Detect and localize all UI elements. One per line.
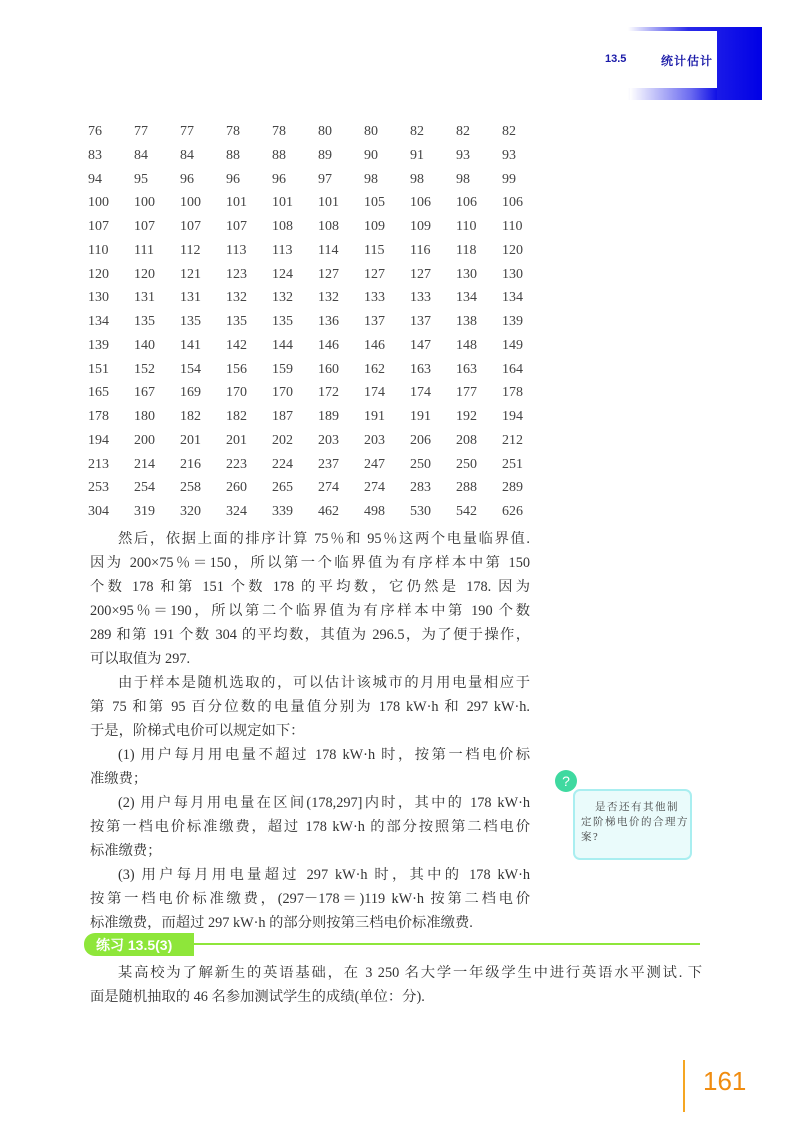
table-cell: 159 — [272, 361, 293, 377]
table-cell: 462 — [318, 504, 339, 519]
table-cell: 156 — [226, 361, 247, 377]
table-cell: 106 — [502, 195, 523, 211]
page-number: 161 — [703, 1066, 747, 1096]
table-cell: 250 — [456, 456, 477, 472]
table-cell: 149 — [502, 337, 523, 353]
table-cell: 83 — [88, 147, 102, 163]
table-cell: 237 — [318, 456, 339, 472]
table-cell: 135 — [180, 314, 201, 329]
table-cell: 78 — [226, 124, 240, 139]
table-cell: 208 — [456, 432, 477, 448]
table-cell: 132 — [226, 290, 247, 306]
table-cell: 109 — [410, 219, 431, 234]
page-number-rule — [683, 1060, 685, 1112]
table-cell: 154 — [180, 361, 201, 377]
text-line: 因为 200×75％＝150，所以第一个临界值为有序样本中第 150 — [90, 555, 530, 571]
table-cell: 99 — [502, 171, 516, 187]
table-cell: 132 — [272, 290, 293, 306]
table-cell: 120 — [502, 242, 523, 258]
table-cell: 339 — [272, 504, 293, 519]
table-cell: 247 — [364, 456, 385, 472]
exercise-text: 面是随机抽取的 46 名参加测试学生的成绩(单位：分). — [90, 989, 425, 1005]
table-cell: 120 — [88, 266, 109, 282]
table-cell: 110 — [456, 219, 477, 234]
table-cell: 214 — [134, 456, 155, 472]
table-cell: 98 — [364, 171, 378, 187]
table-cell: 169 — [180, 385, 201, 401]
table-cell: 101 — [272, 195, 293, 211]
table-cell: 89 — [318, 147, 332, 163]
table-cell: 96 — [226, 171, 240, 187]
table-cell: 165 — [88, 385, 109, 401]
table-cell: 131 — [134, 290, 155, 306]
text-line: 标准缴费； — [90, 843, 162, 859]
table-cell: 163 — [410, 361, 431, 377]
table-cell: 134 — [88, 314, 109, 329]
text-line: 289 和第 191 个数 304 的平均数，其值为 296.5，为了便于操作， — [90, 627, 530, 643]
table-cell: 626 — [502, 504, 523, 519]
table-cell: 108 — [272, 219, 293, 234]
table-cell: 130 — [456, 266, 477, 282]
table-cell: 82 — [456, 124, 470, 139]
table-cell: 147 — [410, 337, 431, 353]
callout-line: 是否还有其他制 — [595, 802, 679, 813]
table-cell: 96 — [272, 171, 286, 187]
table-cell: 135 — [134, 314, 155, 329]
table-cell: 274 — [364, 480, 385, 496]
table-cell: 115 — [364, 242, 385, 258]
table-cell: 88 — [272, 147, 286, 163]
text-line: 标准缴费，而超过 297 kW·h 的部分则按第三档电价标准缴费. — [90, 915, 473, 931]
text-line: 第 75 和第 95 百分位数的电量值分别为 178 kW·h 和 297 kW·h. — [90, 699, 530, 715]
table-cell: 106 — [456, 195, 477, 211]
table-cell: 127 — [318, 266, 339, 282]
table-cell: 105 — [364, 195, 385, 211]
table-cell: 107 — [88, 219, 109, 234]
table-cell: 107 — [226, 219, 247, 234]
table-cell: 77 — [180, 124, 194, 139]
text-line: 然后，依据上面的排序计算 75％和 95％这两个电量临界值. — [118, 531, 530, 547]
table-cell: 324 — [226, 504, 247, 519]
table-cell: 100 — [88, 195, 109, 211]
table-cell: 167 — [134, 385, 155, 401]
exercise-label: 练习 13.5(3) — [96, 937, 173, 953]
table-cell: 174 — [410, 385, 431, 401]
table-cell: 177 — [456, 385, 477, 401]
table-cell: 77 — [134, 124, 148, 139]
table-cell: 84 — [180, 147, 194, 163]
table-cell: 498 — [364, 504, 385, 519]
table-cell: 106 — [410, 195, 431, 211]
callout-line: 案? — [581, 832, 600, 843]
table-cell: 289 — [502, 480, 523, 496]
table-cell: 113 — [226, 242, 247, 258]
table-cell: 146 — [364, 337, 385, 353]
table-cell: 138 — [456, 314, 477, 329]
table-cell: 170 — [226, 385, 247, 401]
table-cell: 274 — [318, 480, 339, 496]
exercise-text: 某高校为了解新生的英语基础，在 3 250 名大学一年级学生中进行英语水平测试. 下 — [118, 965, 702, 981]
section-number: 13.5 — [605, 53, 627, 65]
table-cell: 124 — [272, 266, 293, 282]
table-cell: 251 — [502, 456, 523, 472]
table-cell: 542 — [456, 504, 477, 519]
table-cell: 265 — [272, 480, 293, 496]
table-cell: 80 — [318, 124, 332, 139]
rule-item-3: (3) 用户每月用电量超过 297 kW·h 时，其中的 178 kW·h — [118, 867, 530, 883]
table-cell: 82 — [410, 124, 424, 139]
table-cell: 135 — [272, 314, 293, 329]
table-cell: 101 — [226, 195, 247, 211]
table-cell: 137 — [364, 314, 385, 329]
table-cell: 95 — [134, 171, 148, 187]
text-line: 按第一档电价标准缴费，超过 178 kW·h 的部分按照第二档电价 — [90, 819, 530, 835]
table-cell: 172 — [318, 385, 339, 401]
table-cell: 107 — [134, 219, 155, 234]
table-cell: 131 — [180, 290, 201, 306]
table-cell: 93 — [502, 147, 516, 163]
table-cell: 530 — [410, 504, 431, 519]
text-line: 准缴费； — [90, 771, 148, 787]
table-cell: 135 — [226, 314, 247, 329]
table-cell: 182 — [180, 409, 201, 424]
table-cell: 164 — [502, 361, 523, 377]
table-cell: 152 — [134, 361, 155, 377]
header-gradient-strip — [630, 88, 717, 100]
table-cell: 182 — [226, 409, 247, 424]
table-cell: 320 — [180, 504, 201, 519]
table-cell: 82 — [502, 124, 516, 139]
table-cell: 137 — [410, 314, 431, 329]
table-cell: 288 — [456, 480, 477, 496]
question-icon: ? — [555, 770, 577, 792]
table-cell: 206 — [410, 432, 431, 448]
table-cell: 194 — [502, 409, 523, 424]
table-cell: 101 — [318, 195, 339, 211]
table-cell: 98 — [410, 171, 424, 187]
table-cell: 250 — [410, 456, 431, 472]
table-cell: 141 — [180, 337, 201, 353]
table-cell: 76 — [88, 124, 102, 139]
table-cell: 283 — [410, 480, 431, 496]
table-cell: 260 — [226, 480, 247, 496]
table-cell: 94 — [88, 171, 102, 187]
table-cell: 108 — [318, 219, 339, 234]
table-cell: 91 — [410, 147, 424, 163]
table-cell: 133 — [364, 290, 385, 306]
table-cell: 130 — [88, 290, 109, 306]
table-cell: 201 — [226, 432, 247, 448]
table-cell: 111 — [134, 242, 154, 258]
table-cell: 100 — [180, 195, 201, 211]
table-cell: 127 — [410, 266, 431, 282]
table-cell: 88 — [226, 147, 240, 163]
table-cell: 80 — [364, 124, 378, 139]
table-cell: 132 — [318, 290, 339, 306]
table-cell: 200 — [134, 432, 155, 448]
text-line: 可以取值为 297. — [90, 651, 191, 667]
table-cell: 151 — [88, 361, 109, 377]
text-line: 由于样本是随机选取的，可以估计该城市的月用电量相应于 — [118, 675, 530, 691]
table-cell: 163 — [456, 361, 477, 377]
table-cell: 224 — [272, 456, 293, 472]
table-cell: 107 — [180, 219, 201, 234]
text-line: 个数 178 和第 151 个数 178 的平均数，它仍然是 178. 因为 — [90, 579, 530, 595]
table-cell: 223 — [226, 456, 247, 472]
table-cell: 146 — [318, 337, 339, 353]
table-cell: 213 — [88, 456, 109, 472]
table-cell: 192 — [456, 409, 477, 424]
table-cell: 100 — [134, 195, 155, 211]
table-cell: 201 — [180, 432, 201, 448]
table-cell: 139 — [88, 337, 109, 353]
table-cell: 130 — [502, 266, 523, 282]
table-cell: 189 — [318, 409, 339, 424]
table-cell: 202 — [272, 432, 293, 448]
table-cell: 134 — [456, 290, 477, 306]
table-cell: 139 — [502, 314, 523, 329]
table-cell: 212 — [502, 432, 523, 448]
rule-item-2: (2) 用户每月用电量在区间(178,297]内时，其中的 178 kW·h — [118, 795, 530, 811]
table-cell: 203 — [364, 432, 385, 448]
table-cell: 114 — [318, 242, 339, 258]
table-cell: 187 — [272, 409, 293, 424]
table-cell: 170 — [272, 385, 293, 401]
table-cell: 116 — [410, 242, 431, 258]
table-cell: 140 — [134, 337, 155, 353]
table-cell: 113 — [272, 242, 293, 258]
table-cell: 178 — [88, 409, 109, 424]
table-cell: 180 — [134, 409, 155, 424]
table-cell: 258 — [180, 480, 201, 496]
table-cell: 121 — [180, 266, 201, 282]
table-cell: 84 — [134, 147, 148, 163]
table-cell: 148 — [456, 337, 477, 353]
table-cell: 93 — [456, 147, 470, 163]
sorted-sample-table — [88, 120, 548, 524]
text-line: 于是，阶梯式电价可以规定如下： — [90, 723, 305, 739]
text-line: 按第一档电价标准缴费，(297－178＝)119 kW·h 按第二档电价 — [90, 891, 530, 907]
table-cell: 191 — [364, 409, 385, 424]
table-cell: 112 — [180, 242, 201, 258]
table-cell: 174 — [364, 385, 385, 401]
table-cell: 319 — [134, 504, 155, 519]
table-cell: 97 — [318, 171, 332, 187]
table-cell: 98 — [456, 171, 470, 187]
table-cell: 127 — [364, 266, 385, 282]
table-cell: 160 — [318, 361, 339, 377]
thinking-callout — [573, 789, 692, 860]
table-cell: 254 — [134, 480, 155, 496]
callout-line: 定阶梯电价的合理方 — [581, 817, 689, 828]
table-cell: 110 — [88, 242, 109, 258]
table-cell: 136 — [318, 314, 339, 329]
section-title: 统计估计 — [661, 54, 714, 68]
table-cell: 304 — [88, 504, 109, 519]
table-cell: 110 — [502, 219, 523, 234]
table-cell: 162 — [364, 361, 385, 377]
table-cell: 90 — [364, 147, 378, 163]
table-cell: 134 — [502, 290, 523, 306]
table-cell: 133 — [410, 290, 431, 306]
rule-item-1: (1) 用户每月用电量不超过 178 kW·h 时，按第一档电价标 — [118, 747, 530, 763]
table-cell: 144 — [272, 337, 293, 353]
table-cell: 253 — [88, 480, 109, 496]
table-cell: 120 — [134, 266, 155, 282]
table-cell: 118 — [456, 242, 477, 258]
table-cell: 109 — [364, 219, 385, 234]
table-cell: 142 — [226, 337, 247, 353]
table-cell: 194 — [88, 432, 109, 448]
text-line: 200×95％＝190，所以第二个临界值为有序样本中第 190 个数 — [90, 603, 530, 619]
table-cell: 178 — [502, 385, 523, 401]
table-cell: 96 — [180, 171, 194, 187]
exercise-divider — [194, 943, 700, 945]
table-cell: 78 — [272, 124, 286, 139]
table-cell: 216 — [180, 456, 201, 472]
table-cell: 203 — [318, 432, 339, 448]
table-cell: 123 — [226, 266, 247, 282]
table-cell: 191 — [410, 409, 431, 424]
